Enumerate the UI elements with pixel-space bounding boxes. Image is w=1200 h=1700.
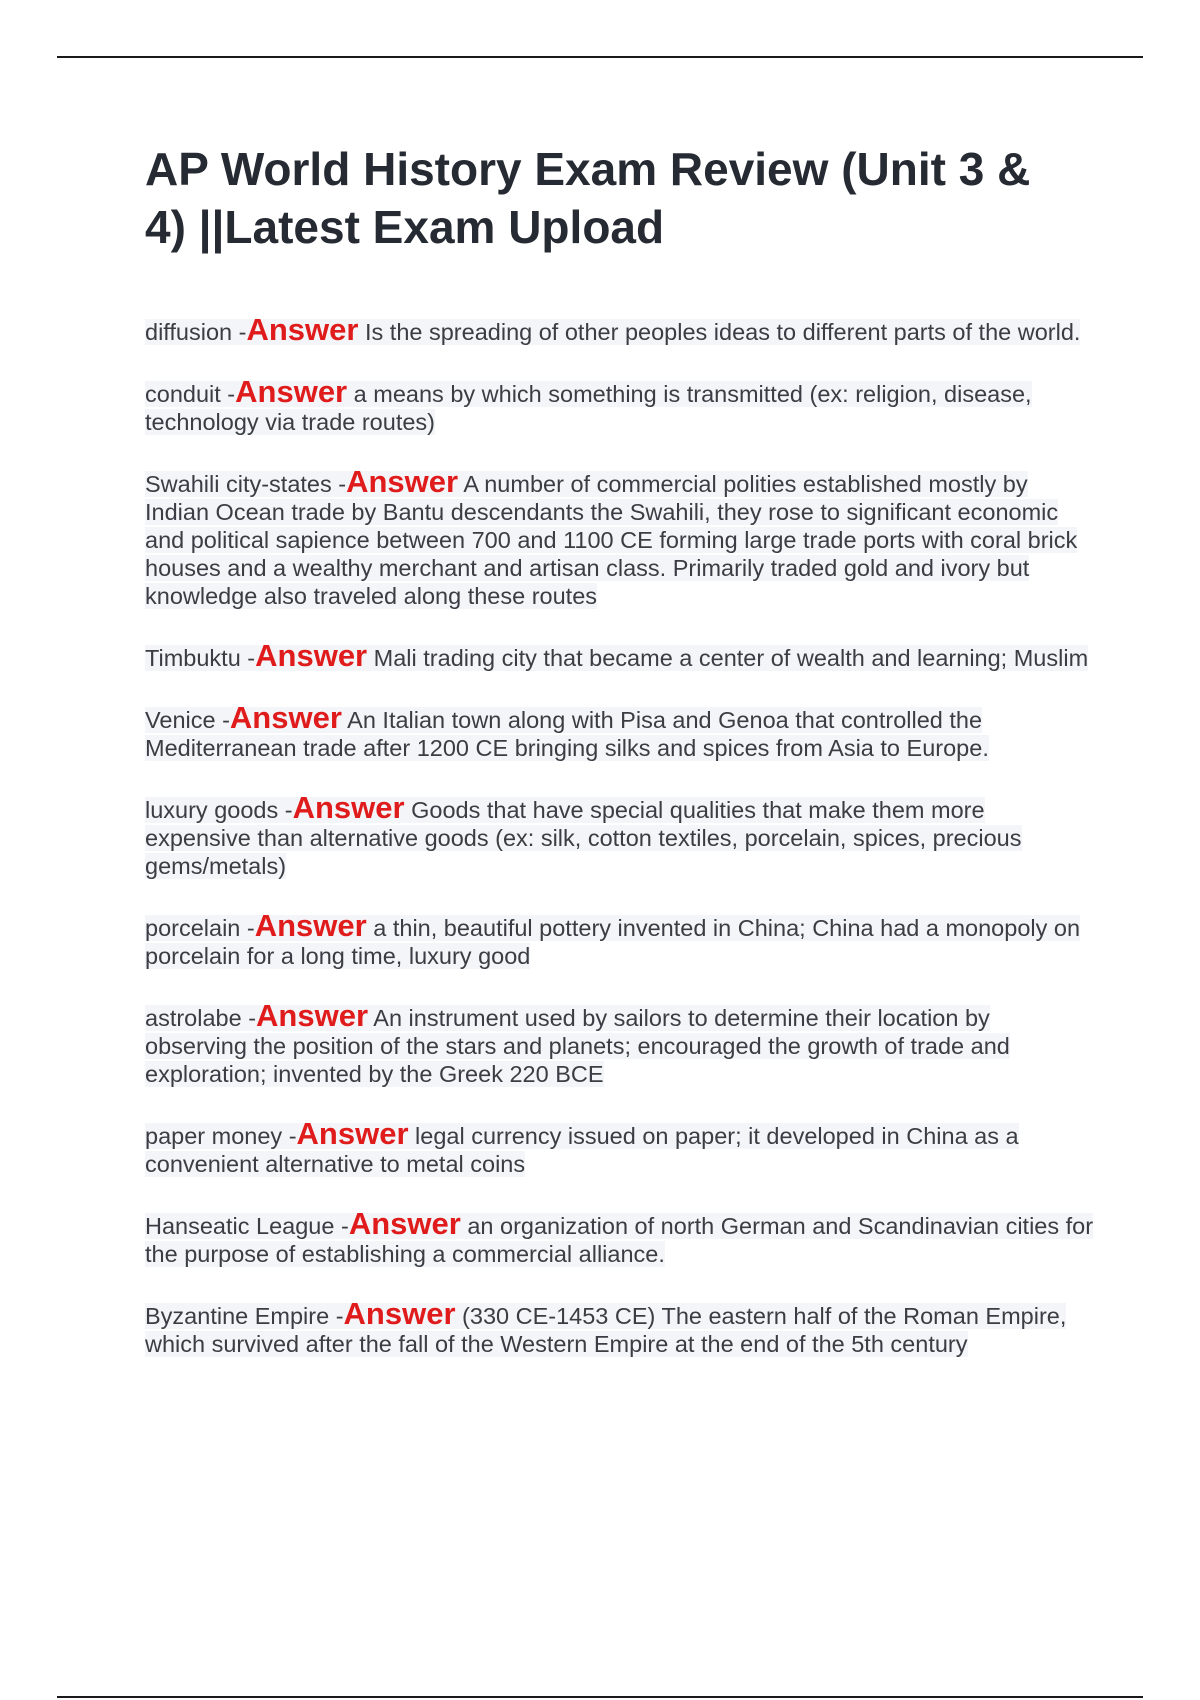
answer-label: Answer bbox=[296, 1116, 409, 1151]
entry-term: luxury goods bbox=[145, 797, 279, 823]
flashcard-entry: astrolabe -Answer An instrument used by sailors to determine their location by observing the position of the stars and planets; encouraged the growth of trade and exploration; invented by the Greek 220 BCE bbox=[145, 998, 1010, 1087]
answer-label: Answer bbox=[343, 1296, 456, 1331]
answer-label: Answer bbox=[292, 790, 405, 825]
entry-term: Byzantine Empire bbox=[145, 1303, 330, 1329]
flashcard-list bbox=[145, 312, 1095, 1390]
flashcard-entry: conduit -Answer a means by which something is transmitted (ex: religion, disease, technology via trade routes) bbox=[145, 374, 1032, 435]
entry-definition: an organization of north German and Scandinavian cities for the purpose of establishing a commercial alliance. bbox=[145, 1213, 1094, 1267]
flashcard-entry: Venice -Answer An Italian town along with Pisa and Genoa that controlled the Mediterranean trade after 1200 CE bringing silks and spices from Asia to Europe. bbox=[145, 700, 989, 761]
entry-term: paper money bbox=[145, 1123, 283, 1149]
answer-label: Answer bbox=[235, 374, 348, 409]
entry-term: Hanseatic League bbox=[145, 1213, 335, 1239]
flashcard-entry: luxury goods -Answer Goods that have special qualities that make them more expensive than alternative goods (ex: silk, cotton textiles, porcelain, spices, precious gems/metals) bbox=[145, 790, 1022, 879]
entry-term: porcelain bbox=[145, 915, 241, 941]
answer-label: Answer bbox=[229, 700, 342, 735]
entry-definition: An Italian town along with Pisa and Genoa that controlled the Mediterranean trade after 1200 CE bringing silks and spices from Asia to Europe. bbox=[145, 707, 989, 761]
entry-term: conduit bbox=[145, 381, 221, 407]
entry-term: Timbuktu bbox=[145, 645, 241, 671]
entry-definition: a thin, beautiful pottery invented in China; China had a monopoly on porcelain for a long time, luxury good bbox=[145, 915, 1081, 969]
entry-definition: A number of commercial polities established mostly by Indian Ocean trade by Bantu descendants the Swahili, they rose to significant economic and political sapience between 700 and 1100 CE forming large trade ports with coral brick houses and a wealthy merchant and artisan class. Primarily traded gold and ivory but knowledge also traveled along these routes bbox=[145, 471, 1078, 609]
entry-definition: legal currency issued on paper; it developed in China as a convenient alternative to metal coins bbox=[145, 1123, 1019, 1177]
answer-label: Answer bbox=[255, 638, 368, 673]
entry-term: Venice bbox=[145, 707, 216, 733]
bottom-rule bbox=[57, 1696, 1143, 1698]
entry-definition: Mali trading city that became a center of wealth and learning; Muslim bbox=[373, 645, 1089, 671]
entry-term: astrolabe bbox=[145, 1005, 242, 1031]
flashcard-entry: porcelain -Answer a thin, beautiful pottery invented in China; China had a monopoly on porcelain for a long time, luxury good bbox=[145, 908, 1081, 969]
flashcard-entry: Timbuktu -Answer Mali trading city that became a center of wealth and learning; Muslim bbox=[145, 638, 1089, 673]
entry-term: diffusion bbox=[145, 319, 233, 345]
answer-label: Answer bbox=[346, 464, 459, 499]
flashcard-entry: Byzantine Empire -Answer (330 CE-1453 CE) The eastern half of the Roman Empire, which survived after the fall of the Western Empire at the end of the 5th century bbox=[145, 1296, 1067, 1357]
answer-label: Answer bbox=[256, 998, 369, 1033]
entry-definition: (330 CE-1453 CE) The eastern half of the Roman Empire, which survived after the fall of the Western Empire at the end of the 5th century bbox=[145, 1303, 1067, 1357]
flashcard-entry: paper money -Answer legal currency issued on paper; it developed in China as a convenient alternative to metal coins bbox=[145, 1116, 1019, 1177]
answer-label: Answer bbox=[254, 908, 367, 943]
entry-definition: An instrument used by sailors to determine their location by observing the position of the stars and planets; encouraged the growth of trade and exploration; invented by the Greek 220 BCE bbox=[145, 1005, 1010, 1087]
entry-definition: a means by which something is transmitted (ex: religion, disease, technology via trade routes) bbox=[145, 381, 1032, 435]
entry-term: Swahili city-states bbox=[145, 471, 332, 497]
entry-definition: Goods that have special qualities that make them more expensive than alternative goods (ex: silk, cotton textiles, porcelain, spices, precious gems/metals) bbox=[145, 797, 1022, 879]
flashcard-entry: diffusion -Answer Is the spreading of other peoples ideas to different parts of the world. bbox=[145, 312, 1081, 347]
entry-definition: Is the spreading of other peoples ideas to different parts of the world. bbox=[364, 319, 1081, 345]
top-rule bbox=[57, 56, 1143, 58]
document-title: AP World History Exam Review (Unit 3 & 4) ||Latest Exam Upload bbox=[145, 143, 1031, 253]
answer-label: Answer bbox=[246, 312, 359, 347]
flashcard-entry: Swahili city-states -Answer A number of commercial polities established mostly by Indian Ocean trade by Bantu descendants the Swahili, they rose to significant economic and political sapience between 700 and 1100 CE forming large trade ports with coral brick houses and a wealthy merchant and artisan class. Primarily traded gold and ivory but knowledge also traveled along these routes bbox=[145, 464, 1078, 609]
flashcard-entry: Hanseatic League -Answer an organization of north German and Scandinavian cities for the purpose of establishing a commercial alliance. bbox=[145, 1206, 1094, 1267]
answer-label: Answer bbox=[348, 1206, 461, 1241]
